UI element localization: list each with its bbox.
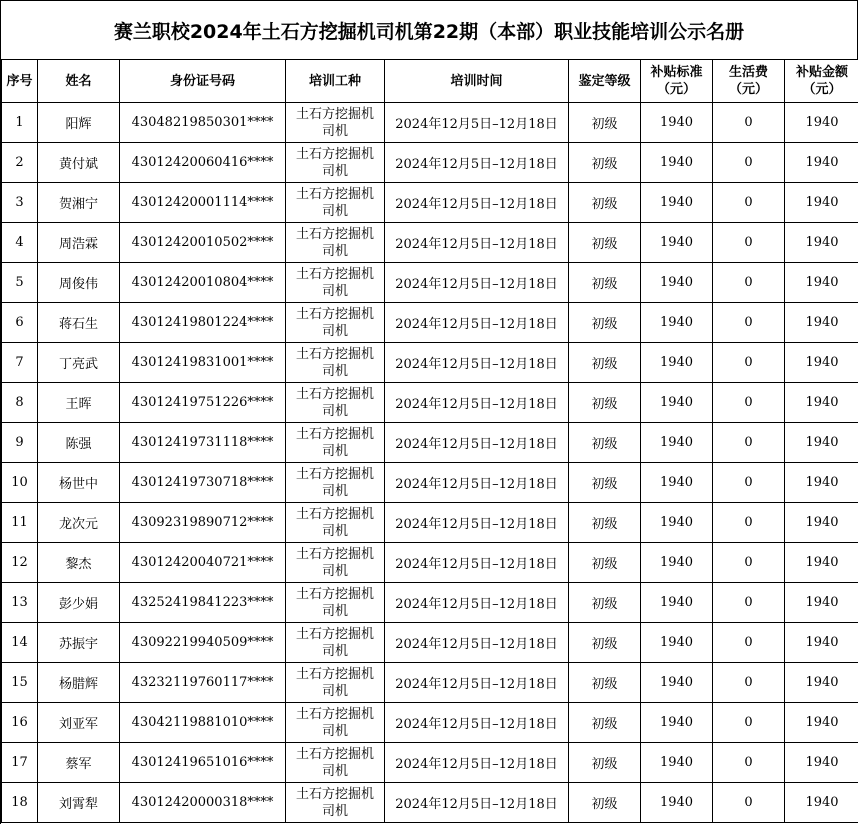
- cell-living-expense: 0: [713, 343, 785, 383]
- cell-trade-line1: 土石方挖掘机: [295, 426, 374, 442]
- cell-subsidy-standard: 1940: [641, 343, 713, 383]
- cell-time: 2024年12月5日–12月18日: [385, 783, 569, 823]
- header-name: 姓名: [38, 60, 120, 103]
- cell-level: 初级: [569, 743, 641, 783]
- roster-table: [1, 59, 858, 823]
- cell-trade-line2: 司机: [321, 123, 348, 139]
- cell-trade: [286, 423, 385, 463]
- cell-trade-line2: 司机: [321, 363, 348, 379]
- cell-id: 43012419801224****: [120, 303, 286, 343]
- cell-subsidy-amount: 1940: [785, 303, 858, 343]
- cell-trade: [286, 463, 385, 503]
- cell-trade-line2: 司机: [321, 603, 348, 619]
- cell-index: 16: [2, 703, 38, 743]
- table-row: [2, 423, 858, 463]
- header-level: 鉴定等级: [569, 60, 641, 103]
- cell-trade: [286, 503, 385, 543]
- table-row: [2, 263, 858, 303]
- cell-name: 王晖: [38, 383, 120, 423]
- table-row: [2, 223, 858, 263]
- cell-trade: [286, 343, 385, 383]
- header-time: 培训时间: [385, 60, 569, 103]
- cell-trade-line2: 司机: [321, 523, 348, 539]
- cell-index: 18: [2, 783, 38, 823]
- cell-subsidy-amount: 1940: [785, 743, 858, 783]
- cell-subsidy-standard: 1940: [641, 463, 713, 503]
- header-subsidy-amount: [785, 60, 858, 103]
- cell-trade: [286, 743, 385, 783]
- cell-trade-line1: 土石方挖掘机: [295, 546, 374, 562]
- header-trade: 培训工种: [286, 60, 385, 103]
- cell-subsidy-standard: 1940: [641, 743, 713, 783]
- cell-trade-line1: 土石方挖掘机: [295, 586, 374, 602]
- cell-subsidy-standard: 1940: [641, 143, 713, 183]
- cell-trade-line1: 土石方挖掘机: [295, 666, 374, 682]
- cell-trade-line1: 土石方挖掘机: [295, 466, 374, 482]
- cell-subsidy-amount: 1940: [785, 343, 858, 383]
- cell-name: 蔡军: [38, 743, 120, 783]
- cell-subsidy-standard: 1940: [641, 663, 713, 703]
- cell-name: 阳辉: [38, 103, 120, 143]
- cell-name: 刘亚军: [38, 703, 120, 743]
- cell-level: 初级: [569, 143, 641, 183]
- table-row: [2, 103, 858, 143]
- cell-subsidy-standard: 1940: [641, 223, 713, 263]
- cell-index: 14: [2, 623, 38, 663]
- cell-subsidy-standard: 1940: [641, 503, 713, 543]
- cell-subsidy-amount: 1940: [785, 503, 858, 543]
- cell-trade-line2: 司机: [321, 683, 348, 699]
- table-row: [2, 343, 858, 383]
- cell-name: 黄付斌: [38, 143, 120, 183]
- cell-level: 初级: [569, 463, 641, 503]
- cell-level: 初级: [569, 263, 641, 303]
- cell-name: 刘霄犁: [38, 783, 120, 823]
- cell-level: 初级: [569, 423, 641, 463]
- table-row: [2, 623, 858, 663]
- cell-trade-line2: 司机: [321, 483, 348, 499]
- cell-trade: [286, 183, 385, 223]
- cell-living-expense: 0: [713, 503, 785, 543]
- cell-level: 初级: [569, 583, 641, 623]
- cell-id: 43252419841223****: [120, 583, 286, 623]
- header-index: 序号: [2, 60, 38, 103]
- cell-name: 彭少娟: [38, 583, 120, 623]
- cell-id: 43012420040721****: [120, 543, 286, 583]
- cell-subsidy-amount: 1940: [785, 703, 858, 743]
- table-row: [2, 743, 858, 783]
- cell-trade: [286, 223, 385, 263]
- cell-time: 2024年12月5日–12月18日: [385, 103, 569, 143]
- cell-trade-line2: 司机: [321, 723, 348, 739]
- cell-index: 1: [2, 103, 38, 143]
- cell-time: 2024年12月5日–12月18日: [385, 383, 569, 423]
- cell-living-expense: 0: [713, 303, 785, 343]
- cell-living-expense: 0: [713, 223, 785, 263]
- cell-index: 4: [2, 223, 38, 263]
- cell-name: 周浩霖: [38, 223, 120, 263]
- cell-trade-line1: 土石方挖掘机: [295, 786, 374, 802]
- cell-living-expense: 0: [713, 183, 785, 223]
- cell-trade: [286, 383, 385, 423]
- cell-id: 43012419731118****: [120, 423, 286, 463]
- cell-living-expense: 0: [713, 623, 785, 663]
- cell-trade-line2: 司机: [321, 443, 348, 459]
- cell-trade-line2: 司机: [321, 203, 348, 219]
- cell-trade-line1: 土石方挖掘机: [295, 626, 374, 642]
- cell-subsidy-amount: 1940: [785, 263, 858, 303]
- cell-level: 初级: [569, 503, 641, 543]
- cell-living-expense: 0: [713, 103, 785, 143]
- cell-trade-line1: 土石方挖掘机: [295, 506, 374, 522]
- cell-time: 2024年12月5日–12月18日: [385, 183, 569, 223]
- cell-subsidy-standard: 1940: [641, 623, 713, 663]
- table-row: [2, 463, 858, 503]
- cell-trade: [286, 703, 385, 743]
- cell-living-expense: 0: [713, 263, 785, 303]
- cell-trade-line1: 土石方挖掘机: [295, 386, 374, 402]
- cell-id: 43092219940509****: [120, 623, 286, 663]
- cell-subsidy-standard: 1940: [641, 583, 713, 623]
- header-row: [2, 60, 858, 103]
- cell-subsidy-standard: 1940: [641, 183, 713, 223]
- table-row: [2, 543, 858, 583]
- cell-trade-line1: 土石方挖掘机: [295, 186, 374, 202]
- page-title: 赛兰职校2024年土石方挖掘机司机第22期（本部）职业技能培训公示名册: [1, 1, 858, 59]
- cell-index: 3: [2, 183, 38, 223]
- cell-id: 43012419831001****: [120, 343, 286, 383]
- cell-trade: [286, 543, 385, 583]
- table-row: [2, 583, 858, 623]
- cell-living-expense: 0: [713, 663, 785, 703]
- cell-trade-line2: 司机: [321, 803, 348, 819]
- cell-subsidy-amount: 1940: [785, 183, 858, 223]
- cell-trade-line1: 土石方挖掘机: [295, 746, 374, 762]
- table-row: [2, 383, 858, 423]
- cell-id: 43012419730718****: [120, 463, 286, 503]
- cell-living-expense: 0: [713, 783, 785, 823]
- cell-time: 2024年12月5日–12月18日: [385, 343, 569, 383]
- cell-living-expense: 0: [713, 703, 785, 743]
- cell-time: 2024年12月5日–12月18日: [385, 143, 569, 183]
- table-row: [2, 783, 858, 823]
- cell-level: 初级: [569, 783, 641, 823]
- cell-level: 初级: [569, 183, 641, 223]
- cell-subsidy-standard: 1940: [641, 543, 713, 583]
- cell-trade-line1: 土石方挖掘机: [295, 346, 374, 362]
- cell-time: 2024年12月5日–12月18日: [385, 463, 569, 503]
- cell-name: 杨腊辉: [38, 663, 120, 703]
- cell-subsidy-standard: 1940: [641, 383, 713, 423]
- cell-level: 初级: [569, 343, 641, 383]
- cell-living-expense: 0: [713, 583, 785, 623]
- cell-subsidy-amount: 1940: [785, 583, 858, 623]
- cell-subsidy-amount: 1940: [785, 783, 858, 823]
- cell-subsidy-amount: 1940: [785, 103, 858, 143]
- cell-level: 初级: [569, 663, 641, 703]
- header-subsidy-amount-line2: （元）: [802, 82, 842, 97]
- cell-id: 43012419651016****: [120, 743, 286, 783]
- cell-id: 43092319890712****: [120, 503, 286, 543]
- cell-subsidy-standard: 1940: [641, 303, 713, 343]
- table-row: [2, 303, 858, 343]
- cell-trade-line2: 司机: [321, 763, 348, 779]
- cell-living-expense: 0: [713, 463, 785, 503]
- cell-time: 2024年12月5日–12月18日: [385, 623, 569, 663]
- cell-trade: [286, 583, 385, 623]
- cell-name: 陈强: [38, 423, 120, 463]
- cell-subsidy-standard: 1940: [641, 103, 713, 143]
- header-living-expense: [713, 60, 785, 103]
- cell-trade-line1: 土石方挖掘机: [295, 226, 374, 242]
- cell-id: 43048219850301****: [120, 103, 286, 143]
- cell-subsidy-standard: 1940: [641, 263, 713, 303]
- table-row: [2, 143, 858, 183]
- cell-subsidy-standard: 1940: [641, 703, 713, 743]
- cell-index: 6: [2, 303, 38, 343]
- cell-trade-line2: 司机: [321, 243, 348, 259]
- cell-index: 7: [2, 343, 38, 383]
- cell-trade: [286, 623, 385, 663]
- cell-trade-line1: 土石方挖掘机: [295, 266, 374, 282]
- cell-subsidy-amount: 1940: [785, 223, 858, 263]
- cell-trade-line1: 土石方挖掘机: [295, 106, 374, 122]
- cell-trade-line2: 司机: [321, 163, 348, 179]
- cell-level: 初级: [569, 703, 641, 743]
- cell-trade-line2: 司机: [321, 403, 348, 419]
- cell-index: 12: [2, 543, 38, 583]
- cell-time: 2024年12月5日–12月18日: [385, 703, 569, 743]
- cell-time: 2024年12月5日–12月18日: [385, 503, 569, 543]
- cell-living-expense: 0: [713, 143, 785, 183]
- cell-index: 9: [2, 423, 38, 463]
- table-row: [2, 703, 858, 743]
- header-subsidy-standard-line2: （元）: [656, 82, 696, 97]
- header-subsidy-amount-line1: 补贴金额: [795, 65, 848, 80]
- cell-trade: [286, 663, 385, 703]
- cell-name: 龙次元: [38, 503, 120, 543]
- table-row: [2, 503, 858, 543]
- cell-id: 43232119760117****: [120, 663, 286, 703]
- cell-trade-line1: 土石方挖掘机: [295, 306, 374, 322]
- cell-index: 13: [2, 583, 38, 623]
- cell-level: 初级: [569, 623, 641, 663]
- header-subsidy-standard-line1: 补贴标准: [650, 65, 703, 80]
- cell-subsidy-standard: 1940: [641, 423, 713, 463]
- cell-time: 2024年12月5日–12月18日: [385, 543, 569, 583]
- cell-living-expense: 0: [713, 743, 785, 783]
- cell-trade: [286, 783, 385, 823]
- cell-living-expense: 0: [713, 383, 785, 423]
- cell-id: 43042119881010****: [120, 703, 286, 743]
- cell-subsidy-amount: 1940: [785, 623, 858, 663]
- cell-living-expense: 0: [713, 543, 785, 583]
- cell-time: 2024年12月5日–12月18日: [385, 423, 569, 463]
- cell-time: 2024年12月5日–12月18日: [385, 223, 569, 263]
- cell-trade-line2: 司机: [321, 283, 348, 299]
- cell-trade-line1: 土石方挖掘机: [295, 146, 374, 162]
- cell-id: 43012420001114****: [120, 183, 286, 223]
- cell-name: 黎杰: [38, 543, 120, 583]
- cell-id: 43012420000318****: [120, 783, 286, 823]
- header-subsidy-standard: [641, 60, 713, 103]
- cell-time: 2024年12月5日–12月18日: [385, 303, 569, 343]
- cell-time: 2024年12月5日–12月18日: [385, 743, 569, 783]
- cell-id: 43012419751226****: [120, 383, 286, 423]
- cell-subsidy-amount: 1940: [785, 543, 858, 583]
- cell-trade-line1: 土石方挖掘机: [295, 706, 374, 722]
- header-living-expense-line1: 生活费: [728, 65, 768, 80]
- cell-name: 贺湘宁: [38, 183, 120, 223]
- table-row: [2, 183, 858, 223]
- cell-subsidy-amount: 1940: [785, 143, 858, 183]
- cell-index: 5: [2, 263, 38, 303]
- cell-time: 2024年12月5日–12月18日: [385, 663, 569, 703]
- cell-living-expense: 0: [713, 423, 785, 463]
- cell-name: 杨世中: [38, 463, 120, 503]
- cell-trade-line2: 司机: [321, 643, 348, 659]
- cell-trade: [286, 303, 385, 343]
- cell-name: 苏振宇: [38, 623, 120, 663]
- cell-level: 初级: [569, 303, 641, 343]
- cell-id: 43012420010804****: [120, 263, 286, 303]
- cell-subsidy-amount: 1940: [785, 663, 858, 703]
- cell-subsidy-amount: 1940: [785, 423, 858, 463]
- cell-time: 2024年12月5日–12月18日: [385, 263, 569, 303]
- cell-index: 8: [2, 383, 38, 423]
- cell-name: 蒋石生: [38, 303, 120, 343]
- cell-level: 初级: [569, 223, 641, 263]
- cell-trade-line2: 司机: [321, 563, 348, 579]
- cell-name: 丁亮武: [38, 343, 120, 383]
- cell-index: 11: [2, 503, 38, 543]
- cell-id: 43012420010502****: [120, 223, 286, 263]
- roster-body: [2, 103, 858, 823]
- cell-level: 初级: [569, 383, 641, 423]
- cell-level: 初级: [569, 543, 641, 583]
- cell-subsidy-amount: 1940: [785, 463, 858, 503]
- cell-trade: [286, 103, 385, 143]
- cell-id: 43012420060416****: [120, 143, 286, 183]
- cell-subsidy-amount: 1940: [785, 383, 858, 423]
- cell-trade: [286, 263, 385, 303]
- cell-subsidy-standard: 1940: [641, 783, 713, 823]
- cell-index: 10: [2, 463, 38, 503]
- table-row: [2, 663, 858, 703]
- cell-level: 初级: [569, 103, 641, 143]
- header-id: 身份证号码: [120, 60, 286, 103]
- cell-time: 2024年12月5日–12月18日: [385, 583, 569, 623]
- cell-name: 周俊伟: [38, 263, 120, 303]
- cell-index: 15: [2, 663, 38, 703]
- header-living-expense-line2: （元）: [728, 82, 768, 97]
- cell-trade: [286, 143, 385, 183]
- cell-index: 17: [2, 743, 38, 783]
- cell-index: 2: [2, 143, 38, 183]
- cell-trade-line2: 司机: [321, 323, 348, 339]
